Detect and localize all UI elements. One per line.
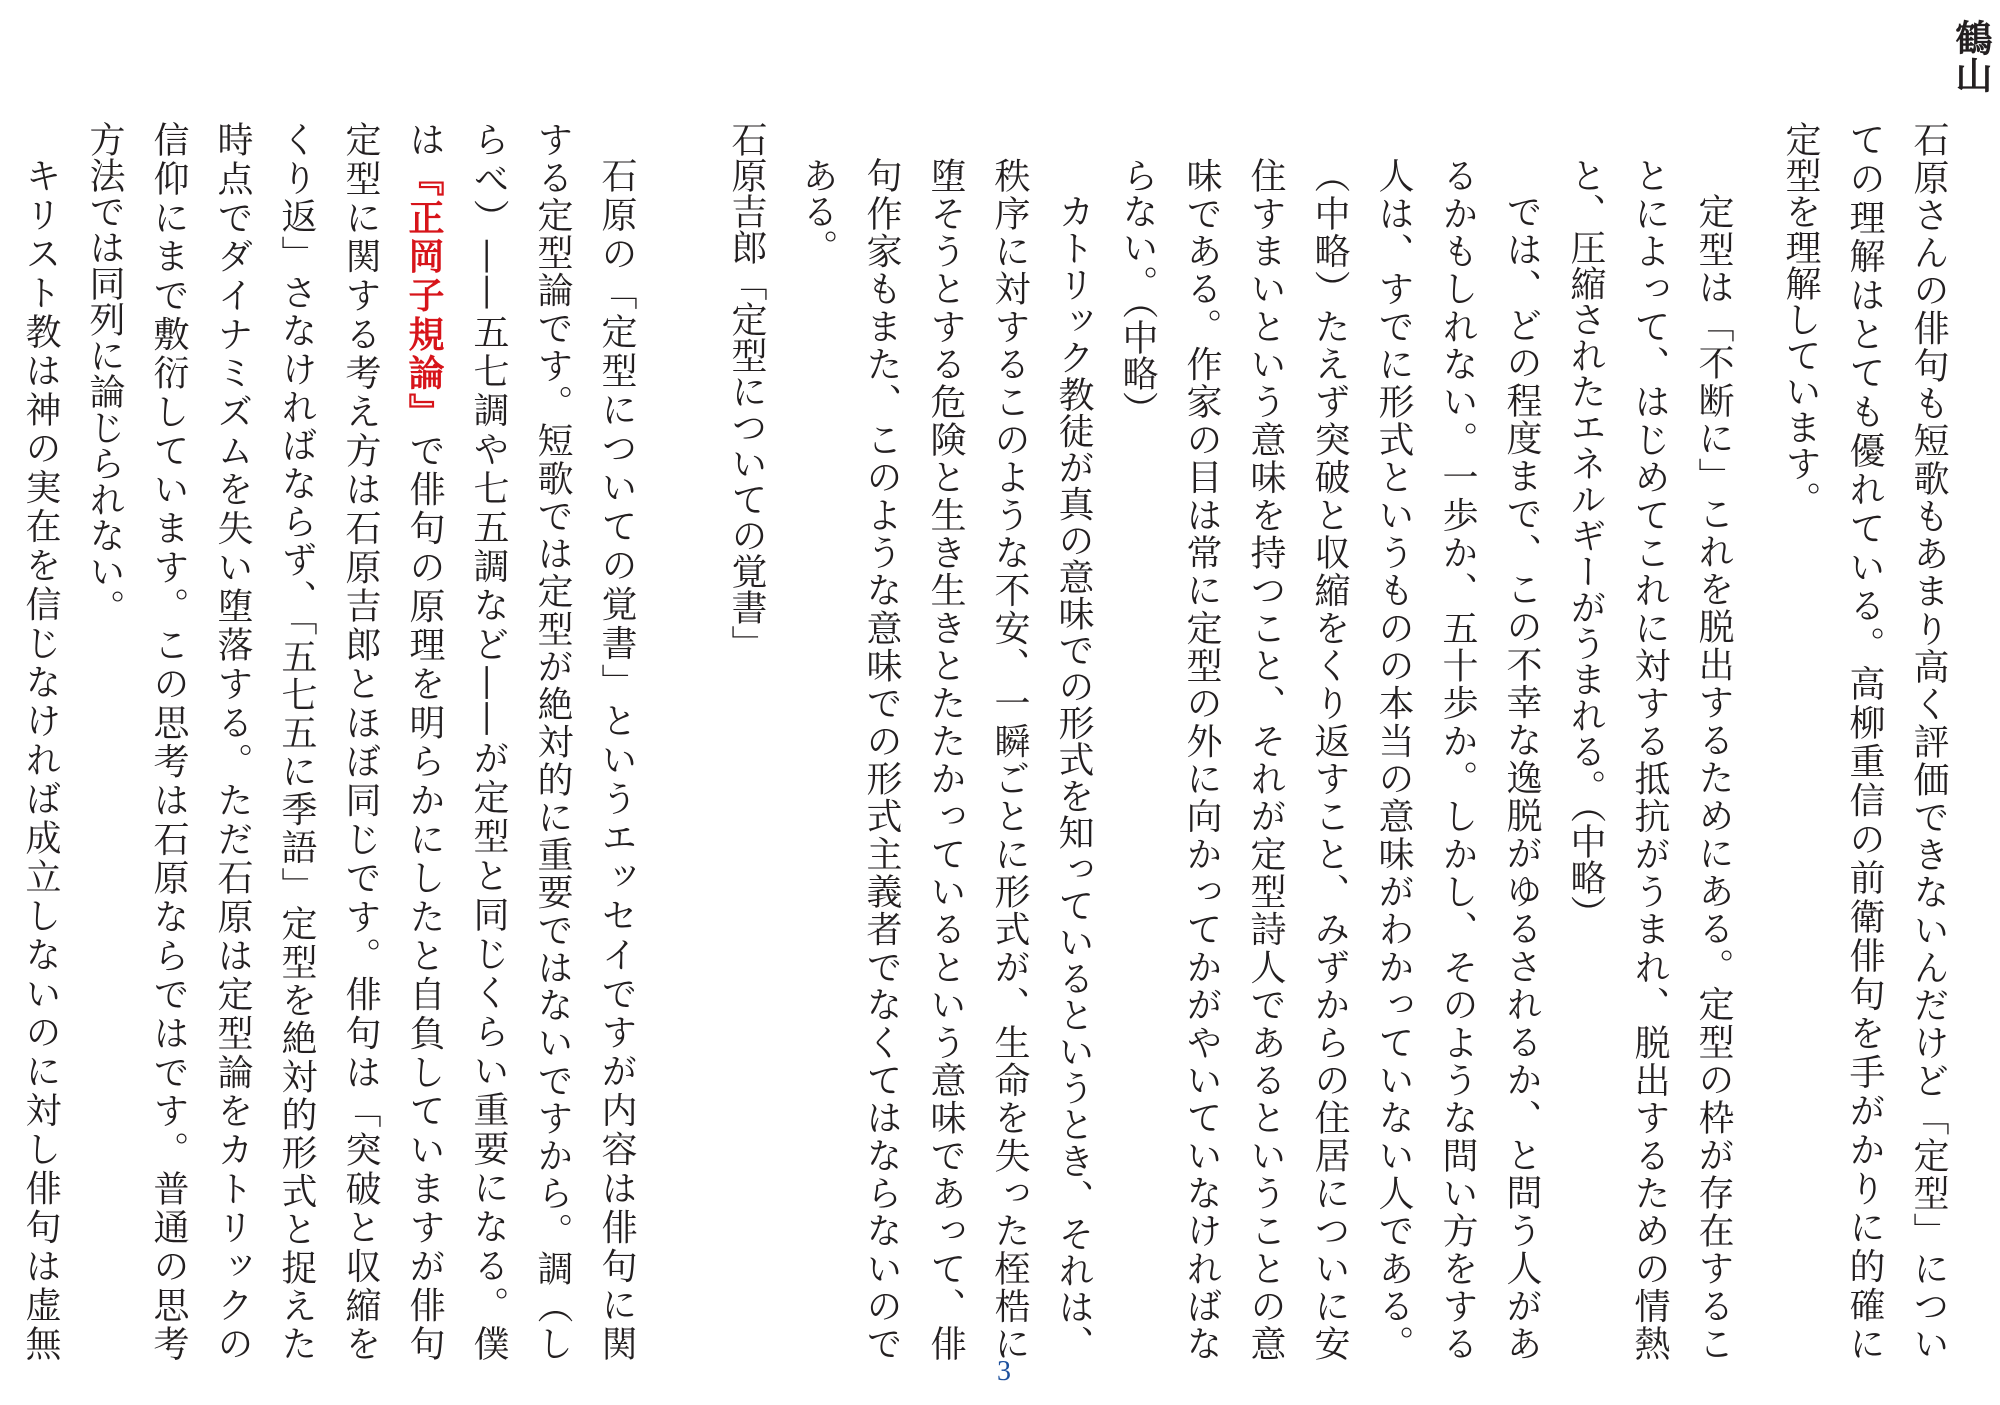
text-line: 信仰にまで敷衍しています。この思考は石原ならではです。普通の思考: [148, 121, 189, 1362]
text-line: する定型論です。短歌では定型が絶対的に重要ではないですから。調（し: [532, 121, 573, 1361]
text-line: くり返」さなければならず、「五七五に季語」定型を絶対的形式と捉えた: [276, 121, 317, 1361]
text-line: カトリック教徒が真の意味での形式を知っているというとき、それは、: [1053, 193, 1094, 1361]
text-line: 句作家もまた、このような意味での形式主義者でなくてはならないので: [861, 157, 902, 1361]
text-line: るかもしれない。一歩か、五十歩か。しかし、そのような問い方をする: [1437, 157, 1478, 1361]
text-line: 味である。作家の目は常に定型の外に向かってかがやいていなければな: [1181, 157, 1222, 1362]
text-line: では、どの程度まで、この不幸な逸脱がゆるされるか、と問う人があ: [1501, 193, 1542, 1361]
text-line: （中略）たえず突破と収縮をくり返すこと、みずからの住居についに安: [1309, 157, 1350, 1361]
text-line: 定型は「不断に」これを脱出するためにある。定型の枠が存在するこ: [1693, 193, 1734, 1361]
attribution-text: 石原吉郎「定型についての覚書」: [726, 121, 767, 661]
text-line: らない。（中略）: [1117, 157, 1158, 427]
text-segment: で俳句の原理を明らかにしたと自負していますが俳句: [404, 431, 445, 1362]
intro-paragraph: [1768, 121, 1960, 1361]
text-line: キリスト教は神の実在を信じなければ成立しないのに対し俳句は虚無: [20, 157, 61, 1362]
text-line: [392, 121, 456, 1361]
quote-paragraph: [1105, 157, 1553, 1361]
text-line: 人は、すでに形式というものの本当の意味がわかっていない人である。: [1373, 157, 1414, 1361]
text-line: ある。: [797, 157, 838, 265]
block-quote: [785, 121, 1745, 1361]
text-line: 方法では同列に論じられない。: [84, 121, 125, 625]
text-line: とによって、はじめてこれに対する抵抗がうまれ、脱出するための情熱: [1629, 157, 1670, 1362]
text-line: 時点でダイナミズムを失い堕落する。ただ石原は定型論をカトリックの: [212, 121, 253, 1361]
text-line: 石原さんの俳句も短歌もあまり高く評価できないんだけど「定型」につい: [1908, 121, 1949, 1361]
text-line: ての理解はとても優れている。高柳重信の前衛俳句を手がかりに的確に: [1844, 121, 1885, 1361]
text-line: 定型に関する考え方は石原吉郎とほぼ同じです。俳句は「突破と収縮を: [340, 121, 381, 1361]
text-line: と、圧縮されたエネルギーがうまれる。（中略）: [1565, 157, 1606, 931]
speaker-label: 鶴山: [1949, 19, 1993, 93]
quote-paragraph: [1553, 157, 1745, 1361]
text-line: 住すまいという意味を持つこと、それが定型詩人であるということの意: [1245, 157, 1286, 1361]
page-number: 3: [997, 1356, 1011, 1387]
text-segment: は: [404, 121, 445, 160]
text-line: 秩序に対するこのような不安、一瞬ごとに形式が、生命を失った桎梏に: [989, 157, 1030, 1362]
text-line: 石原の「定型についての覚書」というエッセイですが内容は俳句に関: [596, 157, 637, 1361]
text-line: らべ）——五七調や七五調など——が定型と同じくらい重要になる。僕: [468, 121, 509, 1362]
text-line: 堕そうとする危険と生き生きとたたかっているという意味であって、俳: [925, 157, 966, 1361]
body-text: [8, 121, 648, 1361]
quote-attribution: [714, 121, 778, 1361]
book-title-emphasis: 『正岡子規論』: [403, 159, 445, 432]
quote-paragraph: [785, 157, 1105, 1361]
body-paragraph: [72, 121, 648, 1361]
body-paragraph: [8, 121, 72, 1361]
text-line: 定型を理解しています。: [1780, 121, 1821, 517]
